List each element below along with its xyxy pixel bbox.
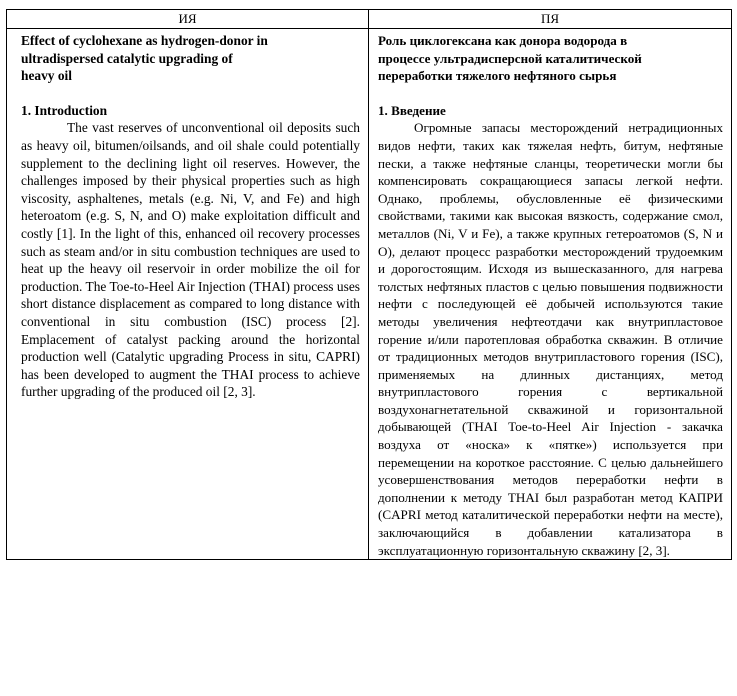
source-title-line: heavy oil (21, 68, 72, 84)
translation-table (6, 9, 732, 560)
source-title (21, 32, 360, 85)
source-text-cell (7, 29, 369, 560)
header-row (7, 10, 732, 29)
source-title-line: ultradispersed catalytic upgrading of (21, 50, 233, 66)
target-title-line: процессе ультрадисперсной каталитической (378, 50, 642, 66)
target-paragraph: Огромные запасы месторождений нетрадиционных видов нефти, таких как тяжелая нефть, битум, нефтяные пески, а также нефтяные сланцы, теоретически могли бы компенсировать сокращающиеся запасы легкой нефти. Однако, проблемы, обусловленные её физическими свойствами, такими как высокая вязкость, содержание смол, металлов (Ni, V и Fe), а также крупных гетероатомов (S, N и O), делают процесс разработки месторождений трудоемким и дорогостоящим. Исходя из вышесказанного, для нагрева толстых нефтяных пластов с целью повышения подвижности нефти с последующей её добычей используются такие методы увеличения нефтеотдачи как внутрипластовое горение и/или паротепловая обработка скважин. В отличие от традиционных методов внутрипластового горения (ISC), применяемых на длинных дистанциях, метод внутрипластового горения с вертикальной воздухонагнетательной скважиной и горизонтальной добывающей (THAI Toe-to-Heel Air Injection - закачка воздуха от «носка» к «пятке») используется при перемещении на короткое расстояние. С целью дальнейшего усовершенствования методов переработки нефти в дополнении к методу THAI был разработан метод КАПРИ (CAPRI метод каталитической переработки нефти на месте), заключающийся в добавлении катализатора в эксплуатационную горизонтальную скважину [2, 3]. (378, 120, 723, 558)
target-language-header: ПЯ (369, 10, 732, 29)
content-row (7, 29, 732, 560)
target-title-line: переработки тяжелого нефтяного сырья (378, 68, 617, 84)
source-title-line: Effect of cyclohexane as hydrogen-donor in (21, 33, 268, 48)
target-title-line: Роль циклогексана как донора водорода в (378, 33, 628, 48)
source-language-header: ИЯ (7, 10, 369, 29)
target-section-heading: 1. Введение (378, 102, 446, 118)
target-title (378, 32, 723, 85)
source-paragraph: The vast reserves of unconventional oil deposits such as heavy oil, bitumen/oilsands, and oil shale could potentially supplement to the declining light oil reserves. However, the challenges imposed by their physical properties such as high viscosity, asphaltenes, metals (e.g. Ni, V, and Fe) and high heteroatom (e.g. S, N, and O) make exploitation difficult and costly [1]. In the light of this, enhanced oil recovery processes such as steam and/or in situ combustion techniques are used to heat up the heavy oil reservoir in order mobilize the oil for production. The Toe-to-Heel Air Injection (THAI) process uses short distance displacement as compared to long distance with conventional in situ combustion (ISC) process [2]. Emplacement of catalyst packing around the horizontal production well (Catalytic upgrading Process in situ, CAPRI) has been developed to augment the THAI process to achieve further upgrading of the produced oil [2, 3]. (21, 120, 360, 400)
target-text-cell (369, 29, 732, 560)
source-section-heading: 1. Introduction (21, 102, 108, 118)
